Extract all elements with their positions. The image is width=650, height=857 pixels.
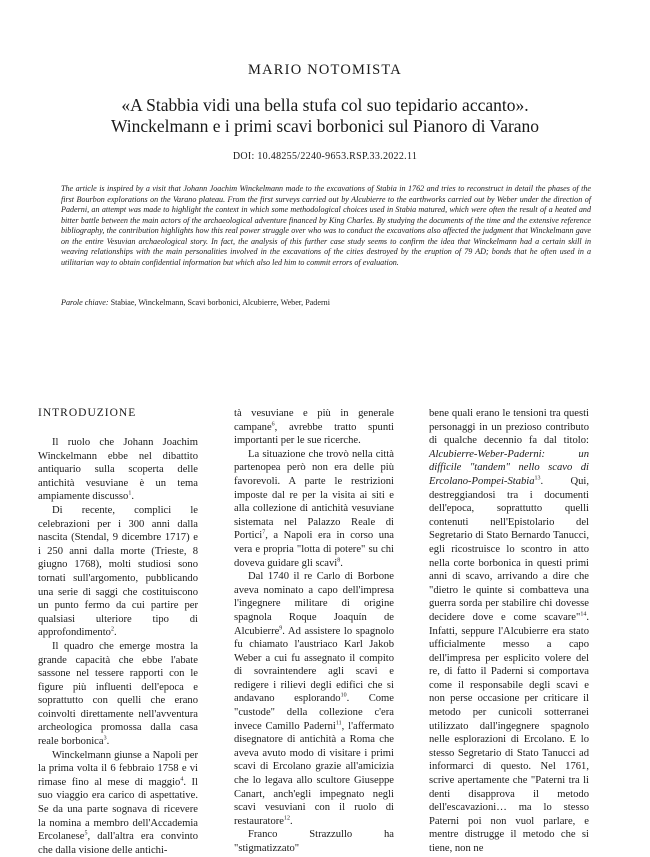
paragraph: tà vesuviane e più in generale campane$^6$, avrebbe tratto spunti importanti per le sue ricerche.: [234, 408, 394, 447]
text-column-3: [429, 407, 589, 856]
doi: DOI: 10.48255/2240-9653.RSP.33.2022.11: [232, 151, 418, 162]
article-title: [0, 95, 650, 137]
paragraph: Dal 1740 il re Carlo di Borbone aveva nominato a capo dell'impresa l'ingegnere militare di origine spagnola Roque Joaquín de Alcubierre$^9$. Ad assistere lo spagnolo fu chiamato l'austriaco Karl Jakob Weber a cui fu assegnato il compito di sovraintendere agli scavi e redigere i rilievi degli edifici che si andavano esplorando$^{10}$. Come "custode" della collezione c'era invece Camillo Paderni$^{11}$, l'affermato disegnatore di antichità a Roma che aveva avuto modo di visitare i primi scavi di Ercolano grazie all'amicizia che lo legava allo scultore Giuseppe Canart, anch'egli impegnato negli scavi vesuviani con il ruolo di restauratore$^{12}$.: [234, 571, 394, 827]
footnote-ref[interactable]: 6: [271, 421, 275, 428]
abstract: The article is inspired by a visit that Johann Joachim Winckelmann made to the excavations of Stabia in 1762 and tries to reconstruct in detail the phases of the first Bourbon explorations on the Varano plateau. From the first surveys carried out by Alcubierre to the earthworks carried out by Weber under the direction of Paderni, an attempt was made to highlight the context in which some methodological choices used in Stabia matured, which were often the result of a heated and bitter battle between the main actors of the archaeological adventure financed by King Charles. By studying the documents of the time and the extensive reference bibliography, the contribution highlights how this real power struggle over who was to conduct the excavations also affected the judgment that Winckelmann gave on the entire Vesuvian archaeological story. In fact, the analysis of this further case study seems to confirm the idea that Winckelmann had a certain skill in weaving relationships with the main personalities involved in the excavations of the cities destroyed by the eruption of 79 AD; bonds that he often used in a utilitarian way to obtain confidential information but which also led him to commit errors of evaluation.: [61, 184, 591, 267]
footnote-ref[interactable]: 3: [103, 735, 107, 742]
footnote-ref[interactable]: 8: [337, 557, 341, 563]
paragraph: Winckelmann giunse a Napoli per la prima volta il 6 febbraio 1758 e vi rimase fino al mese di maggio$^4$. Il suo viaggio era carico di aspettative. Se da una parte sognava di ricevere la nomina a membro dell'Accademia Ercolanese$^5$, dall'altra era convinto che dalla visione delle antichi-: [38, 749, 198, 856]
text-column-1: [38, 407, 198, 857]
keywords-text: Stabiae, Winckelmann, Scavi borbonici, Alcubierre, Weber, Paderni: [108, 298, 330, 307]
title-line-1: «A Stabbia vidi una bella stufa col suo tepidario accanto».: [121, 95, 529, 115]
footnote-ref[interactable]: 14: [580, 611, 587, 618]
paragraph: Il quadro che emerge mostra la grande capacità che ebbe l'abate sassone nel tessere rapporti con le figure più influenti dell'epoca e soprattutto con quelli che erano coinvolti direttamente nell'avventura archeologica promossa dalla casa reale borbonica$^3$.: [38, 640, 198, 748]
keywords: [61, 298, 591, 309]
footnote-ref[interactable]: 13: [534, 475, 541, 482]
footnote-ref[interactable]: 10: [340, 692, 347, 699]
keywords-label: Parole chiave:: [61, 298, 109, 307]
paragraph: bene quali erano le tensioni tra questi personaggi in un prezioso contributo di qualche decennio fa dal titolo: Alcubierre-Weber-Paderni: un difficile "tandem" nello scavo di Ercolano-Pompei-Stabia$^{13}$. Qui, destreggiandosi tra i documenti dell'epoca, soprattutto quelli contenuti nell'Epistolario del Segretario di Stato Bernardo Tanucci, egli ricostruisce lo scontro in atto nella corte borbonica in questi primi anni di scavo, arrivando a dire che "dietro le quinte si combatteva una guerra sorda per stabilire chi dovesse decidere dove e come scavare"$^{14}$. Infatti, seppure l'Alcubierre era stato ufficialmente messo a capo dell'impresa per esplicito volere del re, di fatto il Paderni si comportava come il responsabile degli scavi e non perse occasione per criticare il metodo per cunicoli sotterranei utilizzato dall'ingegnere spagnolo nelle esplorazioni di Ercolano. E lo stesso Segretario di Stato Tanucci ad informarci di questo. Nel 1761, scrive apertamente che "Paterni tra li denti disapprova il metodo dell'escavazioni… ma lo stesso Paterni poi non vuol parlare, e mentre distrugge il metodo che si tiene, non ne: [429, 408, 589, 854]
title-line-2: Winckelmann e i primi scavi borbonici sul Pianoro di Varano: [110, 116, 540, 136]
footnote-ref[interactable]: 1: [128, 490, 132, 497]
paragraph: La situazione che trovò nella città partenopea però non era delle più favorevoli. A parte le restrizioni imposte dal re per la visita ai siti e alla collezione di antichità vesuviane sistemata nel Palazzo Reale di Portici$^7$, a Napoli era in corso una vera e propria "lotta di potere" su chi doveva guidare gli scavi$^8$.: [234, 448, 394, 569]
paragraph: Di recente, complici le celebrazioni per i 300 anni dalla nascita (Stendal, 9 dicembre 1717) e i 250 anni dalla morte (Trieste, 8 giugno 1768), molti studiosi sono tornati sull'argomento, pubblicando una serie di saggi che costituiscono un punto fermo da cui partire per qualsiasi ulteriore tipo di approfondimento$^2$.: [38, 504, 198, 639]
footnote-ref[interactable]: 11: [335, 720, 342, 727]
footnote-ref[interactable]: 12: [284, 815, 290, 822]
text-column-2: [234, 407, 394, 856]
section-heading: INTRODUZIONE: [38, 407, 137, 419]
paragraph: Franco Strazzullo ha "stigmatizzato": [234, 829, 394, 854]
footnote-ref[interactable]: 2: [110, 626, 114, 633]
paragraph: Il ruolo che Johann Joachim Winckelmann ebbe nel dibattito antiquario sulla scoperta delle antichità vesuviane è un tema ampiamente discusso$^1$.: [38, 437, 198, 503]
footnote-ref[interactable]: 4: [180, 776, 184, 783]
footnote-ref[interactable]: 9: [279, 624, 283, 631]
author-name: MARIO NOTOMISTA: [248, 62, 402, 78]
footnote-ref[interactable]: 7: [262, 529, 266, 536]
cited-title: Alcubierre-Weber-Paderni: un difficile "tandem" nello scavo di Ercolano-Pompei-Stabia: [429, 448, 589, 487]
footnote-ref[interactable]: 5: [84, 830, 88, 837]
